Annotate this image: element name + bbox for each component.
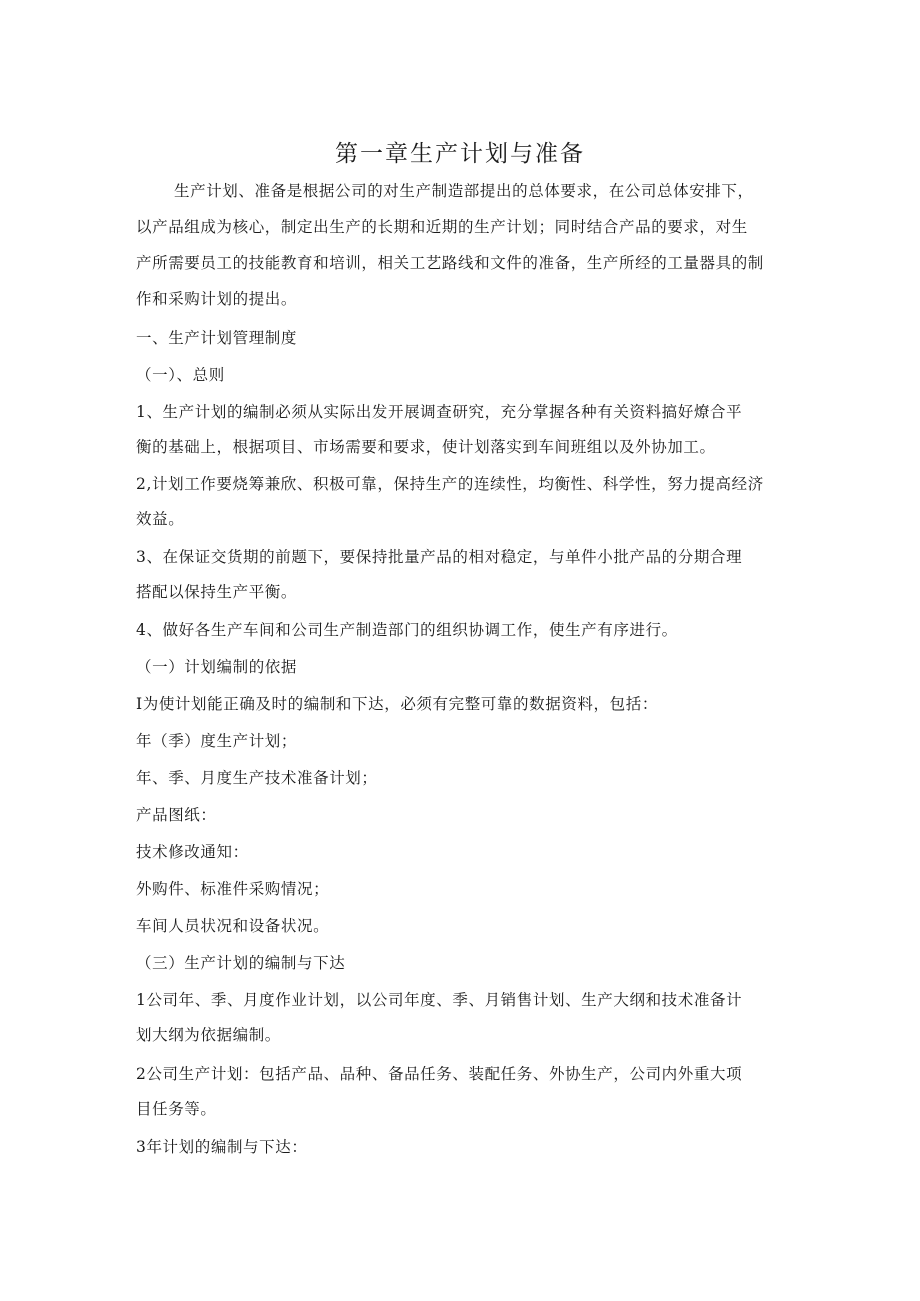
paragraph-line: 3、在保证交货期的前题下，要保持批量产品的相对稳定，与单件小批产品的分期合理 [136,548,743,566]
subsection-heading: （三）生产计划的编制与下达 [136,954,346,972]
paragraph-line: 划大纲为依据编制。 [136,1026,281,1044]
paragraph-line: 产所需要员工的技能教育和培训，相关工艺路线和文件的准备，生产所经的工量器具的制 [136,254,764,272]
paragraph-line: 1公司年、季、月度作业计划，以公司年度、季、月销售计划、生产大纲和技术准备计 [136,991,743,1009]
subsection-heading: （一）计划编制的依据 [136,658,298,676]
list-item: 年、季、月度生产技术准备计划； [136,769,378,787]
paragraph-line: 衡的基础上，根据项目、市场需要和要求，使计划落实到车间班组以及外协加工。 [136,438,716,456]
paragraph-line: 搭配以保持生产平衡。 [136,583,298,601]
paragraph-line: 4、做好各生产车间和公司生产制造部门的组织协调工作，使生产有序进行。 [136,621,678,639]
paragraph-line: 作和采购计划的提出。 [136,290,298,308]
list-item: 外购件、标准件采购情况； [136,880,330,898]
list-item: 车间人员状况和设备状况。 [136,917,330,935]
paragraph-line: 2公司生产计划：包括产品、品种、备品任务、装配任务、外协生产，公司内外重大项 [136,1065,743,1083]
paragraph-line: 2,计划工作要烧筹兼欣、积极可靠，保持生产的连续性，均衡性、科学性，努力提高经济 [136,475,764,493]
paragraph-line: 目任务等。 [136,1100,217,1118]
paragraph-line: I为使计划能正确及时的编制和下达，必须有完整可靠的数据资料，包括： [136,695,658,713]
paragraph-line: 3年计划的编制与下达： [136,1138,308,1156]
subsection-heading: （一）、总则 [136,366,225,384]
section-heading: 一、生产计划管理制度 [136,329,298,347]
list-item: 年（季）度生产计划； [136,732,298,750]
list-item: 产品图纸： [136,806,217,824]
paragraph-line: 效益。 [136,510,185,528]
chapter-title: 第一章生产计划与准备 [335,141,585,167]
paragraph-line: 1、生产计划的编制必须从实际出发开展调查研究，充分掌握各种有关资料搞好燎合平 [136,403,743,421]
paragraph-line: 以产品组成为核心，制定出生产的长期和近期的生产计划；同时结合产品的要求，对生 [136,218,748,236]
list-item: 技术修改通知： [136,843,249,861]
paragraph-line: 生产计划、准备是根据公司的对生产制造部提出的总体要求，在公司总体安排下， [174,182,754,200]
